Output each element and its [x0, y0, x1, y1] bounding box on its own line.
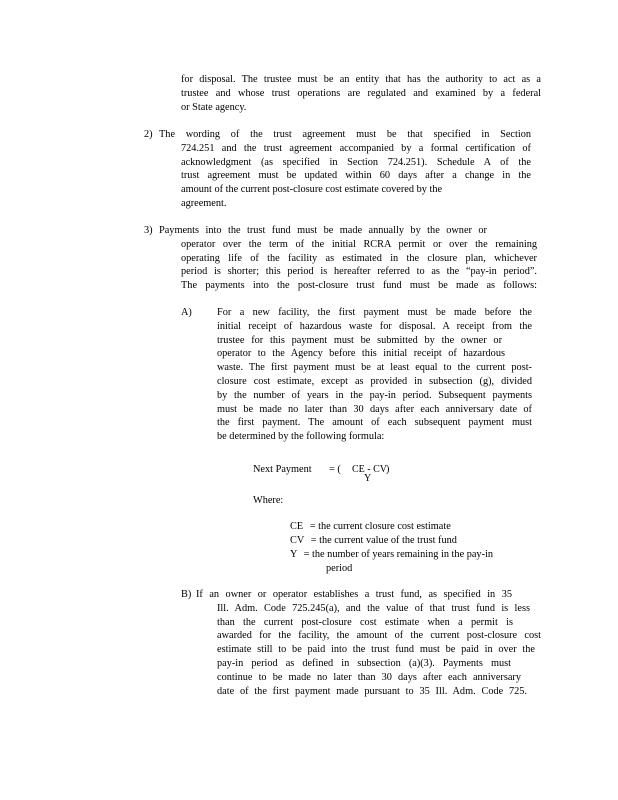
text-line: must be made no later than 30 days after each anniversary date of [217, 403, 532, 415]
item-b-body [196, 588, 512, 602]
item-3-label: 3) [144, 225, 153, 236]
text-line: operator over the term of the initial RCRA permit or over the remaining [181, 238, 537, 250]
text-line: Payments into the trust fund must be made annually by the owner or [159, 225, 487, 236]
text-line: The payments into the post-closure trust fund must be made as follows: [181, 280, 537, 292]
definition-y [290, 548, 493, 562]
text-line: If an owner or operator establishes a trust fund, as specified in 35 [196, 589, 512, 600]
text-line: continue to be made no later than 30 days after each anniversary [217, 671, 521, 683]
text-line: trustee and whose trust operations are regulated and examined by a federal [181, 87, 541, 99]
text-line: waste. The first payment must be at least equal to the current post- [217, 362, 532, 374]
item-2-label: 2) [144, 129, 153, 140]
text-line: For a new facility, the first payment must be made before the [217, 307, 532, 318]
text-line: acknowledgment (as specified in Section 724.251). Schedule A of the [181, 156, 531, 168]
text-line: operator to the Agency before this initial receipt of hazardous [217, 348, 505, 360]
intro-continuation [181, 73, 541, 114]
text-line: trustee for this payment must be submitted by the owner or [217, 334, 502, 346]
text-line: agreement. [181, 197, 227, 209]
definition-symbol: CV [290, 535, 305, 546]
text-fragment: amount of the current post-closure cost estimate covered by the [181, 184, 443, 196]
text-line: for disposal. The trustee must be an entity that has the authority to act as a [181, 74, 541, 85]
item-2-body [159, 128, 531, 142]
text-line: be determined by the following formula: [217, 431, 385, 443]
text-line: date of the first payment made pursuant to 35 Ill. Adm. Code 725. [217, 685, 527, 697]
text-line: the first payment. The amount of each subsequent payment must [217, 417, 532, 429]
formula-close: ) [386, 464, 390, 475]
item-b-body-cont [217, 602, 541, 699]
definition-cv [290, 534, 457, 548]
formula-eq: = ( [329, 464, 341, 475]
text-line: or State agency. [181, 101, 247, 113]
text-line: closure cost estimate, except as provided in subsection (g), divided [217, 375, 532, 387]
definition-text: = the current value of the trust fund [310, 535, 457, 546]
text-line [181, 183, 531, 197]
item-2-body-cont [181, 142, 531, 211]
text-line: than the current post-closure cost estimate when a permit is [217, 616, 513, 628]
where-label: Where: [253, 495, 284, 506]
text-line: initial receipt of hazardous waste for disposal. A receipt from the [217, 320, 532, 332]
formula-numerator: CE - CV [352, 464, 387, 475]
text-line: estimate still to be paid into the trust fund must be paid in over the [217, 644, 535, 656]
item-3-body-cont [181, 238, 537, 293]
definition-symbol: CE [290, 521, 304, 532]
definition-text: = the number of years remaining in the pay-in [303, 549, 494, 560]
item-a-label: A) [181, 307, 192, 318]
text-line: period is shorter; this period is hereafter referred to as the “pay-in period”. [181, 266, 537, 278]
text-line: by the number of years in the pay-in period. Subsequent payments [217, 389, 532, 401]
definition-symbol: Y [290, 549, 298, 560]
definition-y-wrap: period [326, 563, 353, 574]
text-line: pay-in period as defined in subsection (a)(3). Payments must [217, 657, 511, 669]
formula-lhs: Next Payment [253, 464, 312, 475]
text-line: Ill. Adm. Code 725.245(a), and the value of that trust fund is less [217, 602, 530, 614]
text-line: awarded for the facility, the amount of the current post-closure cost [217, 630, 541, 642]
text-line: The wording of the trust agreement must be that specified in Section [159, 129, 531, 140]
definition-text: = the current closure cost estimate [309, 521, 451, 532]
formula-denominator: Y [364, 473, 372, 484]
text-line: trust agreement must be updated within 60 days after a change in the [181, 170, 531, 182]
item-b-label: B) [181, 589, 192, 600]
text-line: operating life of the facility as estimated in the closure plan, whichever [181, 252, 537, 264]
definition-ce [290, 520, 451, 534]
item-a-body [217, 306, 532, 444]
text-line: 724.251 and the trust agreement accompanied by a formal certification of [181, 142, 531, 154]
item-3-body [159, 224, 487, 238]
